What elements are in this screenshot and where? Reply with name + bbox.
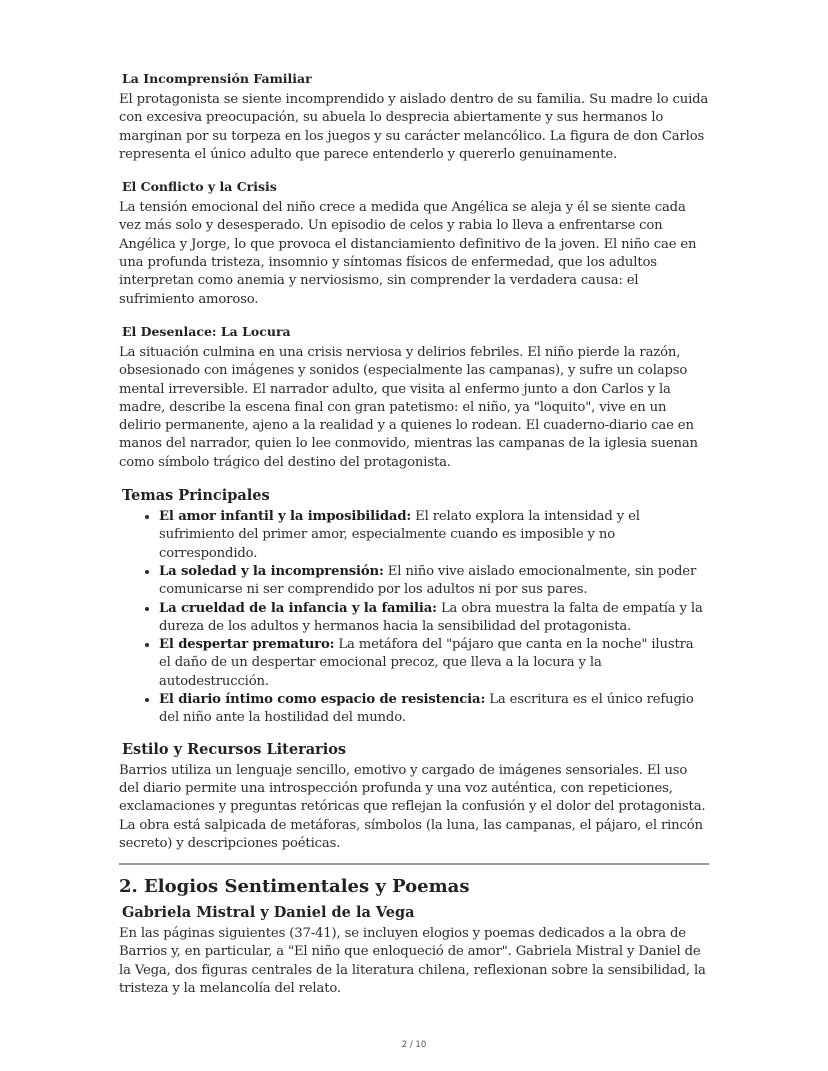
chapter-body: En las páginas siguientes (37-41), se incluyen elogios y poemas dedicados a la obra de Barrios y, en particular, a "El niño que enloqueció de amor". Gabriela Mistral y Daniel de la Vega, dos figuras centrales de la literatura chilena, reflexionan sobre la sensibilidad, la tristeza y la melancolía del relato. (119, 926, 706, 996)
theme-term: El despertar prematuro: (159, 637, 335, 653)
list-item (159, 600, 709, 637)
style-section (119, 740, 709, 853)
section-desenlace (119, 323, 709, 472)
section-heading: El Desenlace: La Locura (122, 323, 291, 339)
theme-text: El relato explora la intensidad y el sufrimiento del primer amor, especialmente cuando es imposible y no correspondido. (159, 509, 640, 561)
section-body: La situación culmina en una crisis nerviosa y delirios febriles. El niño pierde la razón, obsesionado con imágenes y sonidos (especialmente las campanas), y sufre un colapso mental irreversible. El narrador adulto, que visita al enfermo junto a don Carlos y la madre, describe la escena final con gran patetismo: el niño, ya "loquito", vive en un delirio permanente, ajeno a la realidad y a quienes lo rodean. El cuaderno-diario cae en manos del narrador, quien lo lee conmovido, mientras las campanas de la iglesia suenan como símbolo trágico del destino del protagonista. (119, 344, 698, 470)
page-indicator: 2 / 10 (401, 1040, 427, 1050)
section-body: El protagonista se siente incomprendido y aislado dentro de su familia. Su madre lo cuida con excesiva preocupación, su abuela lo desprecia abiertamente y sus hermanos lo marginan por su torpeza en los juegos y su carácter melancólico. La figura de don Carlos representa el único adulto que parece entenderlo y quererlo genuinamente. (119, 92, 709, 162)
chapter-2 (119, 875, 709, 998)
theme-term: La soledad y la incomprensión: (159, 563, 384, 579)
theme-text: El niño vive aislado emocionalmente, sin poder comunicarse ni ser comprendido por los adultos ni por sus pares. (159, 563, 697, 598)
list-item (159, 691, 709, 728)
section-heading: El Conflicto y la Crisis (122, 179, 277, 195)
style-heading: Estilo y Recursos Literarios (122, 740, 347, 758)
section-incomprension (119, 70, 709, 164)
list-item (159, 508, 709, 563)
theme-text: La escritura es el único refugio del niño ante la hostilidad del mundo. (159, 692, 694, 726)
list-item (159, 636, 709, 691)
theme-term: La crueldad de la infancia y la familia: (159, 600, 437, 616)
section-heading: La Incomprensión Familiar (122, 71, 312, 86)
style-body: Barrios utiliza un lenguaje sencillo, emotivo y cargado de imágenes sensoriales. El uso del diario permite una introspección profunda y una voz auténtica, con repeticiones, exclamaciones y preguntas retóricas que reflejan la confusión y el dolor del protagonista. La obra está salpicada de metáforas, símbolos (la luna, las campanas, el pájaro, el rincón secreto) y descripciones poéticas. (119, 762, 706, 851)
horizontal-divider (119, 863, 709, 865)
document-page (119, 70, 709, 998)
chapter-subheading: Gabriela Mistral y Daniel de la Vega (122, 904, 415, 922)
chapter-title: 2. Elogios Sentimentales y Poemas (119, 876, 470, 898)
theme-text: La obra muestra la falta de empatía y la dureza de los adultos y hermanos hacia la sensibilidad del protagonista. (159, 600, 703, 634)
themes-list (119, 508, 709, 728)
theme-term: El diario íntimo como espacio de resistencia: (159, 692, 486, 708)
section-body: La tensión emocional del niño crece a medida que Angélica se aleja y él se siente cada vez más solo y desesperado. Un episodio de celos y rabia lo lleva a enfrentarse con Angélica y Jorge, lo que provoca el distanciamiento definitivo de la joven. El niño cae en una profunda tristeza, insomnio y síntomas físicos de enfermedad, que los adultos interpretan como anemia y nerviosismo, sin comprender la verdadera causa: el sufrimiento amoroso. (119, 200, 697, 307)
themes-heading: Temas Principales (122, 487, 270, 505)
themes-section (119, 486, 709, 728)
theme-term: El amor infantil y la imposibilidad: (159, 509, 412, 525)
theme-text: La metáfora del "pájaro que canta en la noche" ilustra el daño de un despertar emocional precoz, que lleva a la locura y la autodestrucción. (159, 637, 694, 689)
section-conflicto (119, 178, 709, 309)
list-item (159, 563, 709, 600)
